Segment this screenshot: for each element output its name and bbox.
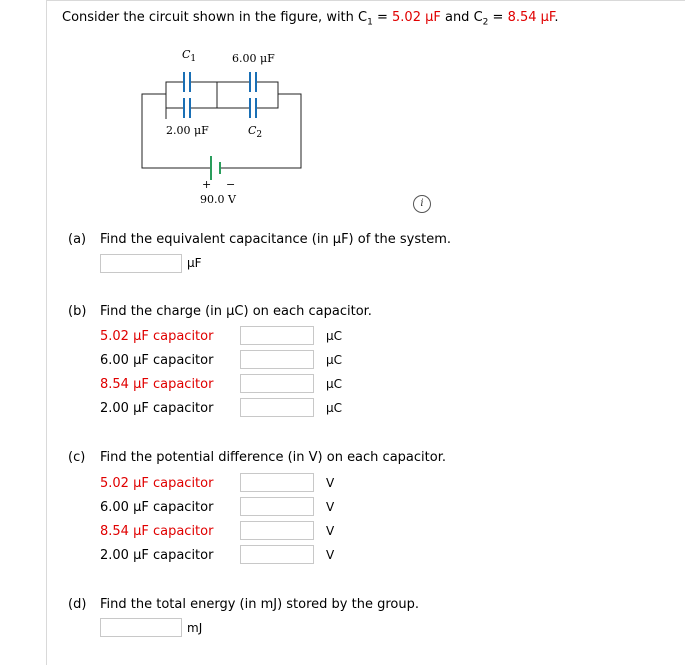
part-c-input-c2[interactable] [240,521,314,540]
part-c-input-6uf[interactable] [240,497,314,516]
part-c-label-6uf: 6.00 μF capacitor [100,500,214,515]
c1-left-wire [166,82,184,94]
part-d-title: (d) Find the total energy (in mJ) stored by the group. [68,597,419,612]
part-c-unit-c1: V [326,476,335,490]
right-top-wire [256,82,278,94]
c1-figure-label: $C_1$ [182,48,197,65]
part-c-label-2uf: 2.00 μF capacitor [100,548,214,563]
part-a-input[interactable] [100,254,182,273]
part-b-unit-c1: μC [326,329,343,343]
part-a-unit: μF [187,256,202,270]
part-b-unit-c2: μC [326,377,343,391]
part-c-input-c1[interactable] [240,473,314,492]
part-c-label-c2: 8.54 μF capacitor [100,524,214,539]
part-b-input-c1[interactable] [240,326,314,345]
part-c-title: (c) Find the potential difference (in V) on each capacitor. [68,450,446,465]
battery-symbol [211,156,220,180]
part-b-title: (b) Find the charge (in μC) on each capacitor. [68,304,372,319]
c2-value: 8.54 μF [507,10,555,25]
cap-6uf-figure-label: 6.00 μF [232,52,275,65]
c1-value: 5.02 μF [392,10,441,25]
battery-minus-label: − [226,178,236,191]
question-text: Consider the circuit shown in the figure, with $C_1 = 5.02$ μF and $C_2 = 8.54$ μF. [62,10,559,28]
part-b-label-2uf: 2.00 μF capacitor [100,401,214,416]
part-b-unit-6uf: μC [326,353,343,367]
right-bottom-wire [256,94,278,108]
left-rule [46,0,47,665]
battery-voltage-label: 90.0 V [200,193,236,206]
part-b-unit-2uf: μC [326,401,343,415]
circuit-figure [130,44,320,214]
part-c-unit-c2: V [326,524,335,538]
capacitor-plates [184,72,256,118]
part-b-label-c1: 5.02 μF capacitor [100,329,214,344]
c2-figure-label: $C_2$ [248,124,263,141]
part-b-input-6uf[interactable] [240,350,314,369]
cap-2uf-figure-label: 2.00 μF [166,124,209,137]
battery-plus-label: + [202,178,212,191]
part-c-unit-6uf: V [326,500,335,514]
part-b-label-6uf: 6.00 μF capacitor [100,353,214,368]
top-rule [46,0,685,1]
part-a-title: (a) Find the equivalent capacitance (in μF) of the system. [68,232,452,247]
info-icon[interactable]: i [413,195,431,213]
part-b-input-2uf[interactable] [240,398,314,417]
part-b-label-c2: 8.54 μF capacitor [100,377,214,392]
part-b-input-c2[interactable] [240,374,314,393]
circuit-diagram [130,44,320,214]
part-d-input[interactable] [100,618,182,637]
part-c-unit-2uf: V [326,548,335,562]
part-c-input-2uf[interactable] [240,545,314,564]
part-c-label-c1: 5.02 μF capacitor [100,476,214,491]
bottom-left-wire [166,108,184,119]
part-d-unit: mJ [187,621,203,635]
